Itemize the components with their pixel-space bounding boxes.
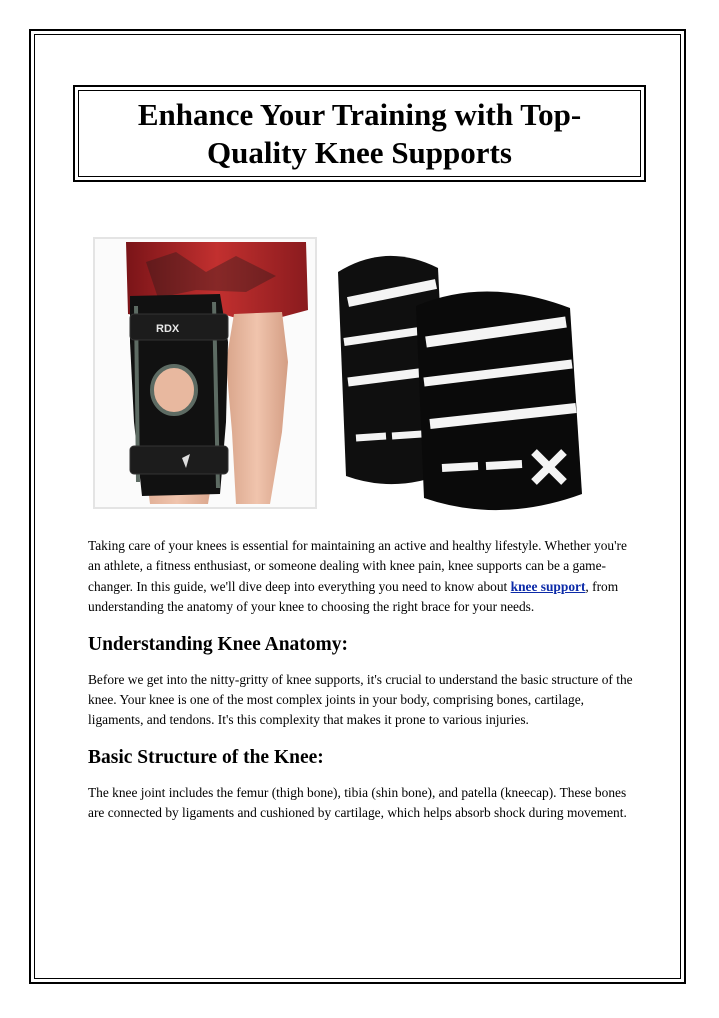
product-image	[86, 232, 606, 522]
section-heading-anatomy: Understanding Knee Anatomy:	[88, 633, 349, 655]
knee-brace	[130, 294, 228, 496]
intro-text: Taking care of your knees is essential for maintaining an active and healthy lifestyle. Whether you're an athlete, a fitness enthusiast, or someone dealing with knee pain, knee supports can be a game-changer. In this guide, we'll dive deep into everything you need to know about	[88, 538, 627, 594]
intro-text-end: , from understanding the anatomy of your knee to choosing the right brace for your needs.	[88, 578, 619, 615]
article-body	[88, 536, 633, 824]
knee-brace-photo	[94, 238, 316, 508]
intro-paragraph	[88, 536, 633, 618]
knee-support-link[interactable]: knee support	[510, 578, 586, 594]
knee-wraps-photo	[338, 256, 582, 510]
section-heading-structure: Basic Structure of the Knee:	[88, 746, 324, 768]
page-title: Enhance Your Training with Top-Quality Knee Supports	[137, 96, 582, 170]
brace-logo: RDX	[156, 323, 180, 335]
section-paragraph-anatomy: Before we get into the nitty-gritty of knee supports, it's crucial to understand the basic structure of the knee. Your knee is one of the most complex joints in your body, comprising bones, cartilage, ligaments, and tendons. It's this complexity that makes it prone to various injuries.	[88, 671, 633, 728]
section-paragraph-structure: The knee joint includes the femur (thigh bone), tibia (shin bone), and patella (kneecap). These bones are connected by ligaments and cushioned by cartilage, which helps absorb shock during movement.	[88, 784, 627, 821]
title-box	[78, 90, 641, 177]
